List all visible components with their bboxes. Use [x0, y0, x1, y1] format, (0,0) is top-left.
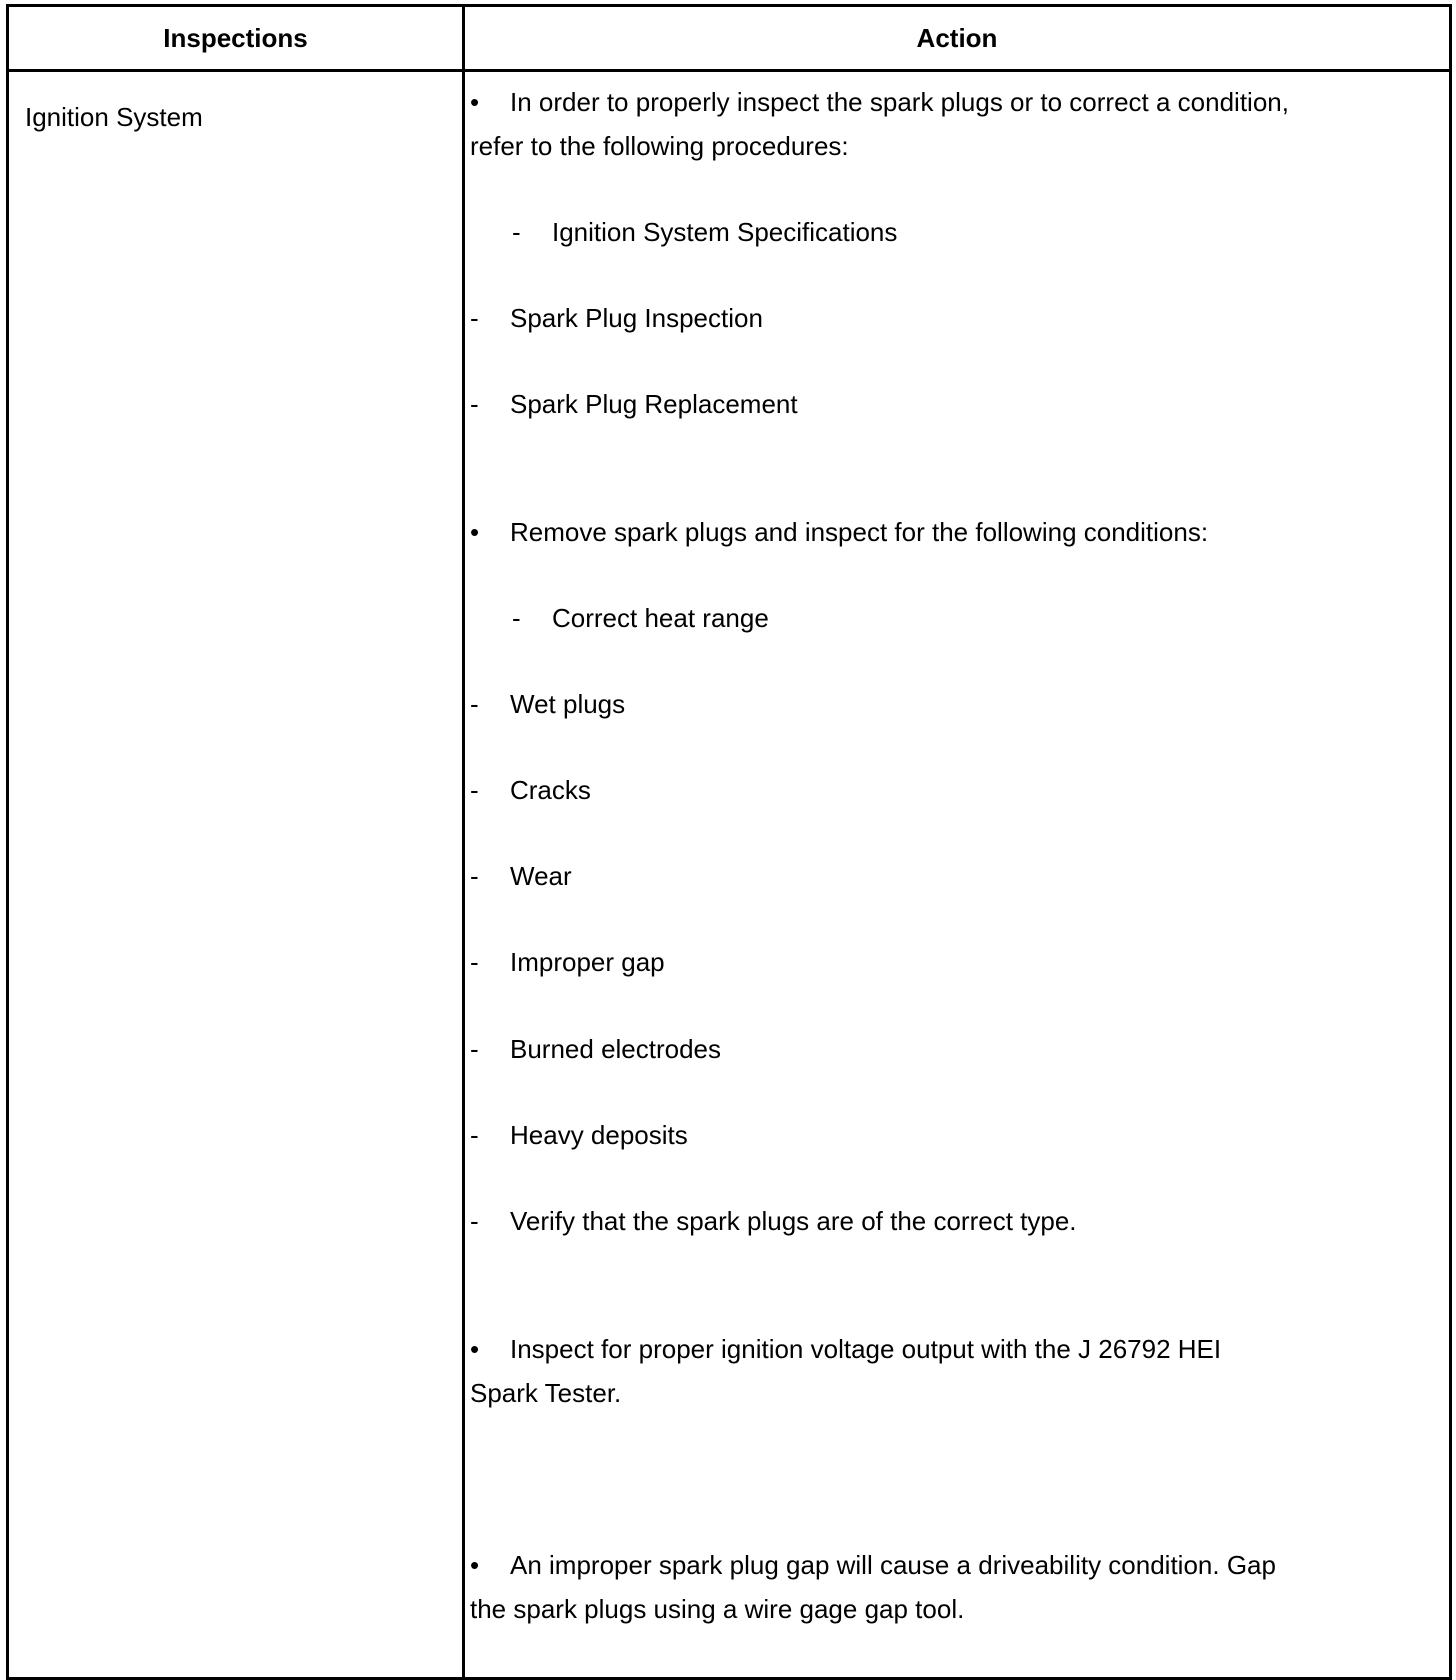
- bullet-text: Inspect for proper ignition voltage output with the J 26792 HEI: [510, 1334, 1222, 1364]
- bullet-item: [470, 1327, 1350, 1371]
- bullet-item: [470, 510, 1350, 554]
- bullet-item: [470, 80, 1350, 124]
- header-rule: [9, 69, 1449, 72]
- bullet-text: An improper spark plug gap will cause a driveability condition. Gap: [510, 1550, 1276, 1580]
- dash-marker: -: [470, 1120, 479, 1150]
- dash-text: Verify that the spark plugs are of the correct type.: [510, 1206, 1077, 1236]
- dash-item: [470, 296, 1350, 340]
- dash-marker: -: [470, 947, 479, 977]
- dash-text: Spark Plug Inspection: [510, 303, 763, 333]
- bullet-continuation: Spark Tester.: [470, 1378, 622, 1408]
- dash-marker: -: [512, 217, 521, 247]
- header-inspections: Inspections: [163, 23, 308, 53]
- dash-marker: -: [470, 1034, 479, 1064]
- dash-item: [470, 1113, 1350, 1157]
- dash-text: Wear: [510, 861, 572, 891]
- dash-item: [470, 940, 1350, 984]
- bullet-marker: •: [470, 517, 480, 547]
- header-action: Action: [916, 23, 998, 53]
- dash-marker: -: [470, 303, 479, 333]
- dash-text: Heavy deposits: [510, 1120, 688, 1150]
- dash-marker: -: [512, 603, 521, 633]
- bullet-marker: •: [470, 87, 480, 117]
- column-divider: [462, 7, 465, 1677]
- dash-item: [470, 1027, 1350, 1071]
- dash-text: Correct heat range: [552, 603, 769, 633]
- bullet-marker: •: [470, 1334, 480, 1364]
- dash-marker: -: [470, 389, 479, 419]
- dash-text: Ignition System Specifications: [552, 217, 898, 247]
- bullet-text: In order to properly inspect the spark plugs or to correct a condition,: [510, 87, 1289, 117]
- bullet-text: Remove spark plugs and inspect for the following conditions:: [510, 517, 1209, 547]
- dash-item: [512, 210, 1392, 254]
- dash-item: [470, 854, 1350, 898]
- dash-text: Burned electrodes: [510, 1034, 722, 1064]
- dash-text: Wet plugs: [510, 689, 626, 719]
- dash-item: [470, 382, 1350, 426]
- dash-marker: -: [470, 861, 479, 891]
- dash-item: [470, 768, 1350, 812]
- dash-marker: -: [470, 775, 479, 805]
- dash-item: [470, 1199, 1350, 1243]
- inspection-cell: Ignition System: [25, 102, 203, 132]
- dash-marker: -: [470, 689, 479, 719]
- bullet-continuation: refer to the following procedures:: [470, 131, 849, 161]
- inspection-table: [6, 4, 1452, 1680]
- bullet-marker: •: [470, 1550, 480, 1580]
- dash-text: Cracks: [510, 775, 591, 805]
- bullet-continuation: the spark plugs using a wire gage gap tool.: [470, 1594, 965, 1624]
- bullet-item: [470, 1543, 1350, 1587]
- dash-marker: -: [470, 1206, 479, 1236]
- dash-item: [512, 596, 1392, 640]
- dash-text: Spark Plug Replacement: [510, 389, 798, 419]
- dash-text: Improper gap: [510, 947, 665, 977]
- dash-item: [470, 682, 1350, 726]
